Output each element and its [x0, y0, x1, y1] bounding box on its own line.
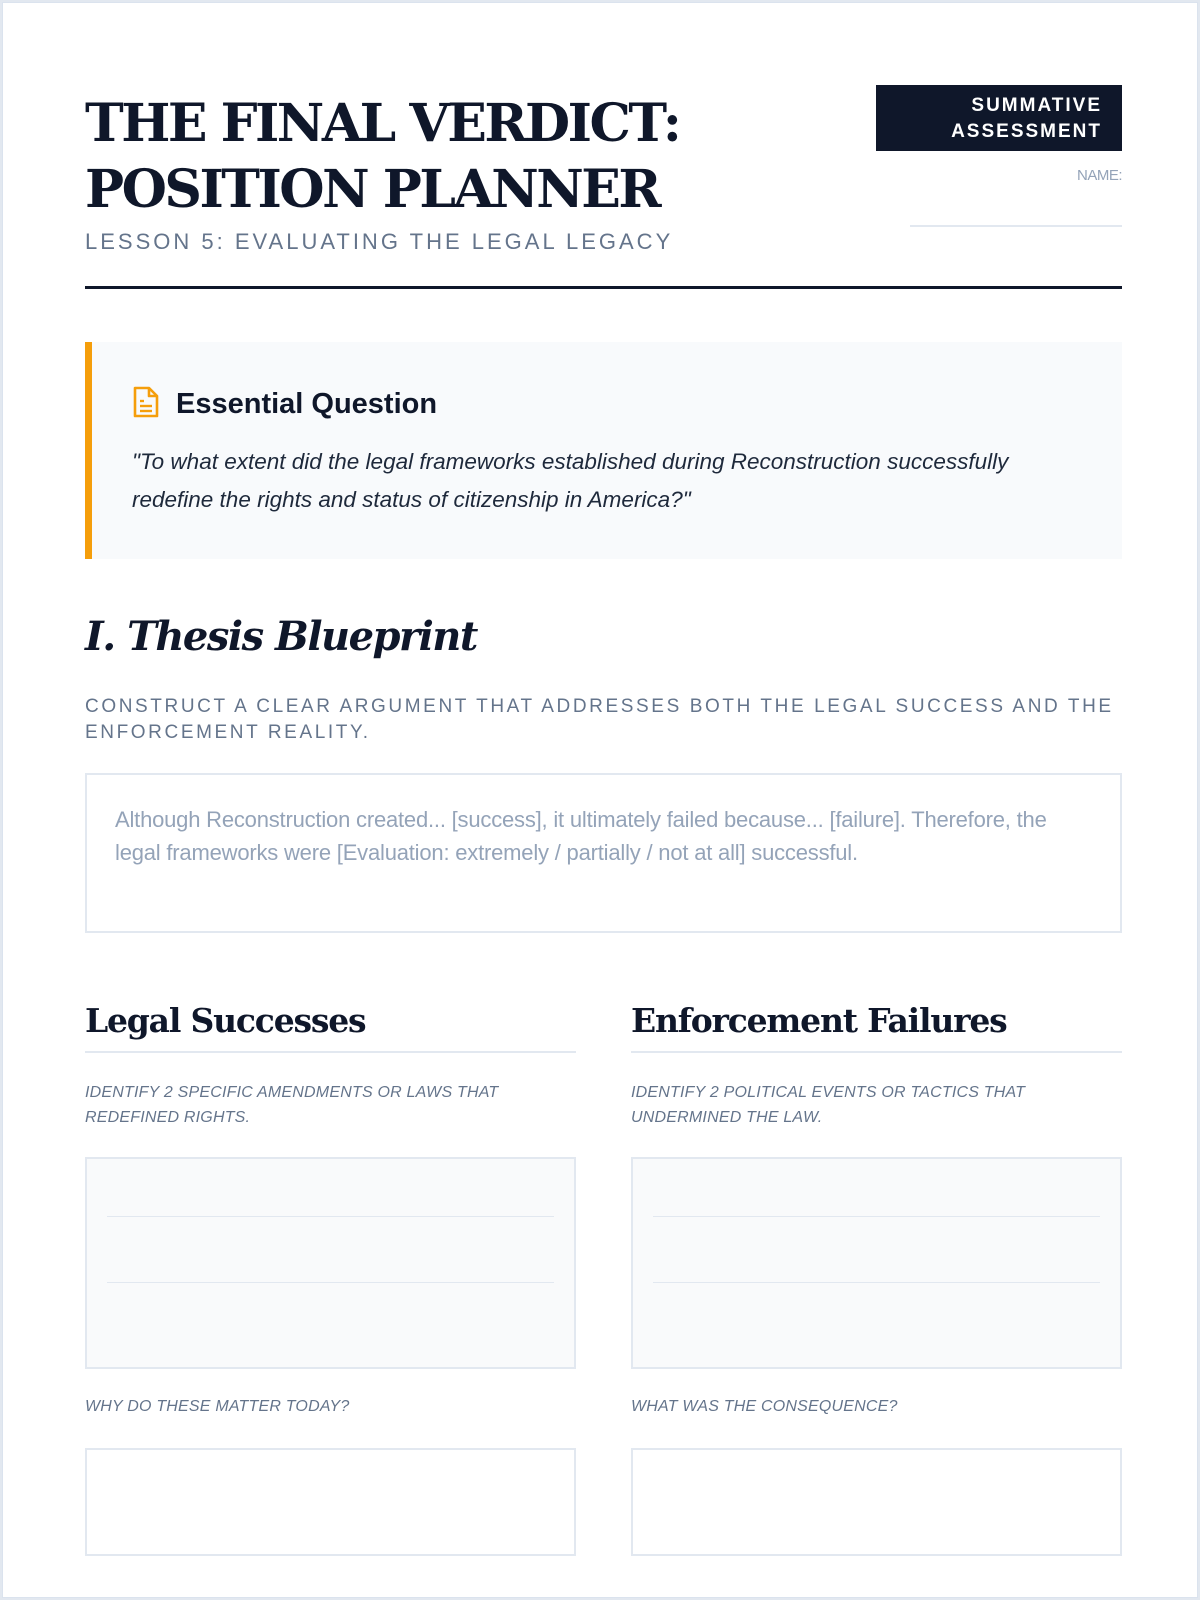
page-title-line-2: POSITION PLANNER	[85, 159, 660, 220]
worksheet-page	[2, 2, 1198, 1598]
legal-successes-column	[85, 993, 576, 1556]
thesis-section-title: I. Thesis Blueprint	[85, 613, 477, 660]
legal-successes-title: Legal Successes	[85, 993, 576, 1053]
enforcement-failures-question: WHAT WAS THE CONSEQUENCE?	[631, 1398, 898, 1415]
legal-successes-writing-box[interactable]	[85, 1157, 576, 1369]
assessment-badge	[876, 85, 1122, 151]
enforcement-failures-title: Enforcement Failures	[631, 993, 1122, 1053]
worksheet-content	[85, 83, 1122, 1415]
page-title	[85, 91, 805, 223]
legal-successes-answer-box[interactable]	[85, 1448, 576, 1556]
writing-line	[653, 1216, 1100, 1217]
essential-question-panel	[85, 342, 1122, 559]
legal-successes-question: WHY DO THESE MATTER TODAY?	[85, 1398, 350, 1415]
page-title-line-1: THE FINAL VERDICT:	[85, 93, 680, 154]
thesis-instruction: CONSTRUCT A CLEAR ARGUMENT THAT ADDRESSES BOTH THE LEGAL SUCCESS AND THE ENFORCEMENT REALITY.	[85, 696, 1114, 743]
legal-successes-instruction: IDENTIFY 2 SPECIFIC AMENDMENTS OR LAWS THAT REDEFINED RIGHTS.	[85, 1084, 499, 1126]
enforcement-failures-writing-box[interactable]	[631, 1157, 1122, 1369]
badge-line-1: SUMMATIVE	[971, 95, 1102, 116]
badge-line-2: ASSESSMENT	[951, 121, 1102, 142]
essential-question-title: Essential Question	[176, 388, 438, 420]
enforcement-failures-column	[631, 993, 1122, 1556]
enforcement-failures-instruction: IDENTIFY 2 POLITICAL EVENTS OR TACTICS THAT UNDERMINED THE LAW.	[631, 1084, 1026, 1126]
writing-line	[107, 1216, 554, 1217]
essential-question-text: "To what extent did the legal frameworks established during Reconstruction successfully redefine the rights and status of citizenship in America?"	[132, 449, 1009, 512]
essential-question-heading	[132, 386, 1082, 423]
header	[85, 83, 1122, 289]
writing-line	[107, 1282, 554, 1283]
lesson-subtitle: LESSON 5: EVALUATING THE LEGAL LEGACY	[85, 229, 674, 254]
name-label: NAME:	[1076, 167, 1122, 184]
document-icon	[132, 386, 160, 423]
writing-line	[653, 1282, 1100, 1283]
thesis-input[interactable]: Although Reconstruction created... [success], it ultimately failed because... [failure]. Therefore, the legal frameworks were [Evaluation: extremely / partially / not at all] successful.	[85, 773, 1122, 933]
name-field[interactable]	[910, 205, 1122, 227]
enforcement-failures-answer-box[interactable]	[631, 1448, 1122, 1556]
